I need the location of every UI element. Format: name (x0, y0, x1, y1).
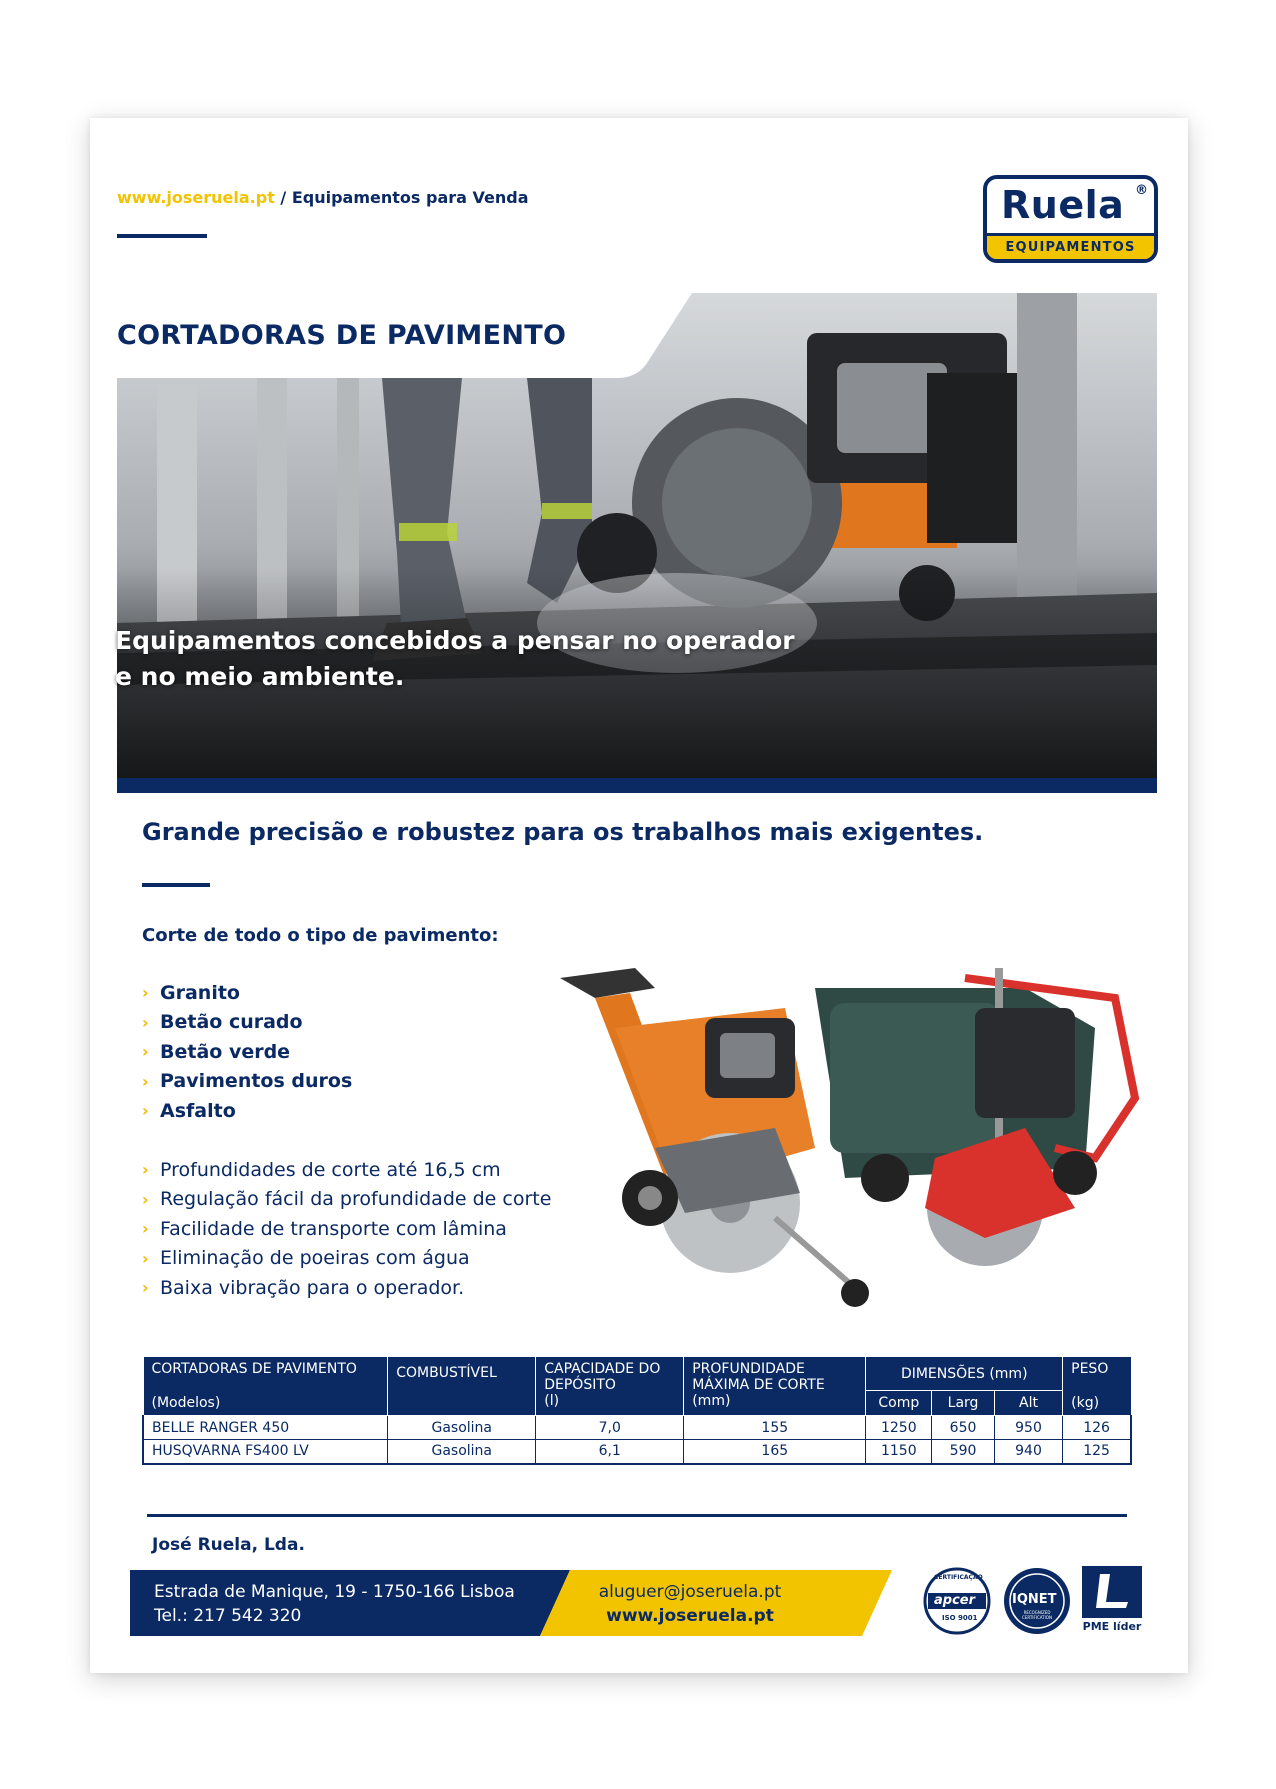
iqnet-name: IQNET (1012, 1592, 1057, 1607)
spec-table (142, 1356, 1132, 1465)
breadcrumb (117, 188, 529, 207)
chevron-right-icon: › (142, 1042, 149, 1062)
list-item: › Asfalto (142, 1099, 236, 1122)
apcer-iso: ISO 9001 (942, 1614, 978, 1622)
table-row (143, 1440, 1131, 1464)
product-photos (555, 948, 1165, 1328)
chevron-right-icon: › (142, 1101, 149, 1121)
header-capacity: CAPACIDADE DO DEPÓSITO (l) (536, 1357, 684, 1416)
pme-lider-badge (1082, 1566, 1142, 1633)
chevron-right-icon: › (142, 1278, 149, 1298)
list-item: › Baixa vibração para o operador. (142, 1276, 465, 1299)
ruela-logo (983, 175, 1158, 263)
cell-weight: 125 (1063, 1440, 1131, 1464)
cell-larg: 590 (932, 1440, 995, 1464)
chevron-right-icon: › (142, 1071, 149, 1091)
cell-alt: 940 (994, 1440, 1062, 1464)
header-alt: Alt (994, 1391, 1062, 1416)
cell-model: HUSQVARNA FS400 LV (143, 1440, 388, 1464)
contact-banner (130, 1570, 892, 1636)
headline-rule (142, 883, 210, 887)
cell-fuel: Gasolina (388, 1416, 536, 1440)
breadcrumb-section[interactable]: Equipamentos para Venda (291, 188, 529, 207)
hero-caption-line1: Equipamentos concebidos a pensar no operador (115, 626, 795, 655)
chevron-right-icon: › (142, 1012, 149, 1032)
cell-model: BELLE RANGER 450 (143, 1416, 388, 1440)
cell-comp: 1150 (866, 1440, 932, 1464)
apcer-badge (922, 1566, 992, 1640)
cell-weight: 126 (1063, 1416, 1131, 1440)
list-item: › Eliminação de poeiras com água (142, 1247, 470, 1270)
address-block (154, 1580, 515, 1628)
iqnet-badge (1002, 1566, 1072, 1640)
flyer-sheet (90, 118, 1188, 1673)
cell-alt: 950 (994, 1416, 1062, 1440)
logo-band (987, 233, 1154, 259)
header-depth: PROFUNDIDADE MÁXIMA DE CORTE (mm) (684, 1357, 866, 1416)
page-title: CORTADORAS DE PAVIMENTO (117, 320, 567, 351)
company-name: José Ruela, Lda. (152, 1535, 305, 1555)
intro-text: Corte de todo o tipo de pavimento: (142, 925, 499, 946)
cell-comp: 1250 (866, 1416, 932, 1440)
list-item: › Betão verde (142, 1040, 291, 1063)
chevron-right-icon: › (142, 1189, 149, 1209)
hero-caption-line2: e no meio ambiente. (115, 662, 405, 691)
logo-name: Ruela (1001, 183, 1125, 227)
list-item: › Granito (142, 981, 240, 1004)
pavement-list (142, 978, 352, 1126)
address-text: Estrada de Manique, 19 - 1750-166 Lisboa (154, 1582, 515, 1602)
contact-links (585, 1580, 795, 1628)
hero-caption (115, 623, 795, 695)
list-item: › Facilidade de transporte com lâmina (142, 1217, 507, 1240)
headline: Grande precisão e robustez para os trabalhos mais exigentes. (142, 818, 984, 846)
header-models: CORTADORAS DE PAVIMENTO (Modelos) (143, 1357, 388, 1416)
site-link[interactable]: www.joseruela.pt (117, 188, 275, 207)
header-fuel: COMBUSTÍVEL (388, 1357, 536, 1416)
table-row (143, 1416, 1131, 1440)
apcer-name: apcer (934, 1593, 976, 1608)
header-weight: PESO (kg) (1063, 1357, 1131, 1416)
cell-capacity: 7,0 (536, 1416, 684, 1440)
logo-tagline: EQUIPAMENTOS (1005, 240, 1136, 255)
chevron-right-icon: › (142, 983, 149, 1003)
chevron-right-icon: › (142, 1160, 149, 1180)
hero-bar (117, 778, 1157, 793)
footer-rule (147, 1514, 1127, 1517)
list-item: › Profundidades de corte até 16,5 cm (142, 1158, 501, 1181)
header-comp: Comp (866, 1391, 932, 1416)
cell-fuel: Gasolina (388, 1440, 536, 1464)
cell-larg: 650 (932, 1416, 995, 1440)
list-item: › Pavimentos duros (142, 1070, 353, 1093)
iqnet-sub: RECOGNIZED CERTIFICATION (1022, 1610, 1052, 1620)
chevron-right-icon: › (142, 1248, 149, 1268)
hero-photo (117, 293, 1157, 793)
header-dimensions: DIMENSÕES (mm) (866, 1357, 1063, 1391)
cell-depth: 165 (684, 1440, 866, 1464)
phone-text[interactable]: Tel.: 217 542 320 (154, 1606, 302, 1626)
logo-registered: ® (1135, 183, 1148, 198)
chevron-right-icon: › (142, 1219, 149, 1239)
apcer-top-text: CERTIFICAÇÃO (934, 1574, 983, 1581)
pme-lider-name: PME líder (1082, 1620, 1142, 1633)
header-rule (117, 234, 207, 238)
breadcrumb-separator: / (280, 188, 287, 207)
list-item: › Betão curado (142, 1011, 303, 1034)
website-link[interactable]: www.joseruela.pt (606, 1606, 774, 1626)
email-link[interactable]: aluguer@joseruela.pt (598, 1582, 782, 1602)
cell-capacity: 6,1 (536, 1440, 684, 1464)
belle-saw-image (815, 968, 1135, 1266)
list-item: › Regulação fácil da profundidade de corte (142, 1188, 552, 1211)
cell-depth: 155 (684, 1416, 866, 1440)
feature-list (142, 1155, 551, 1303)
header-larg: Larg (932, 1391, 995, 1416)
